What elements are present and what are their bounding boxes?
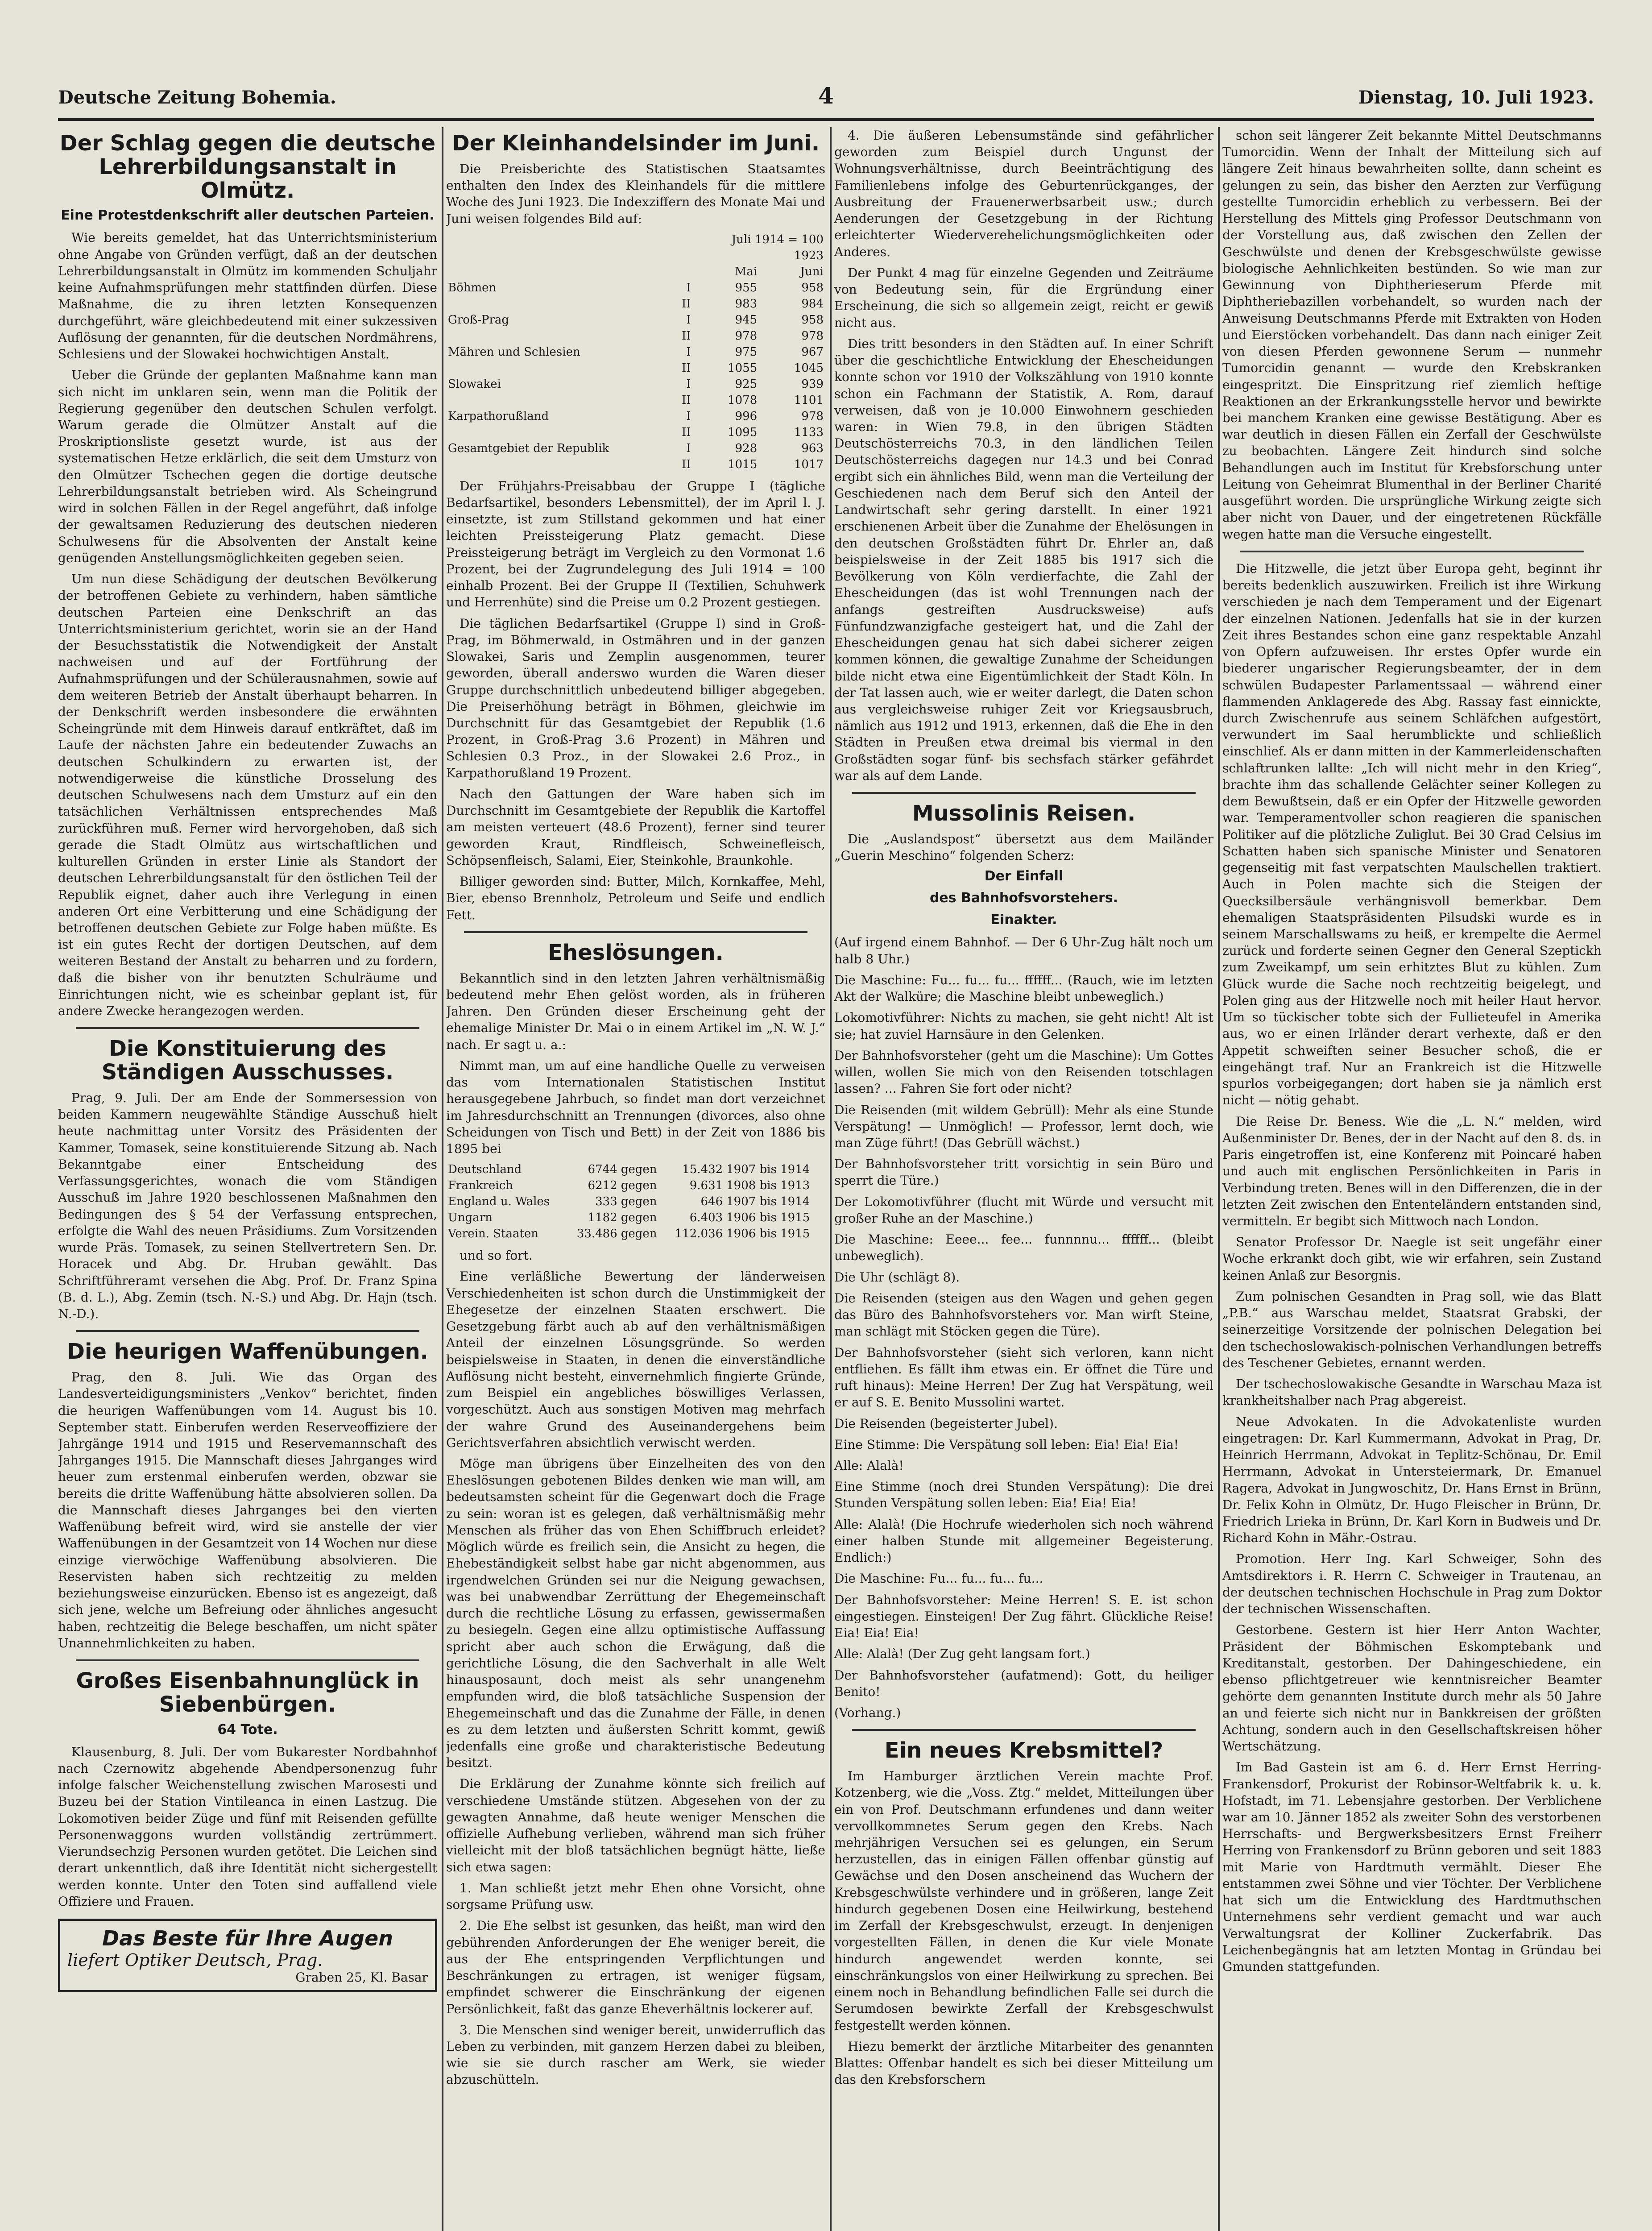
table-cell: gegen bbox=[621, 1179, 657, 1193]
column-1 bbox=[58, 127, 437, 2231]
table-cell: 1133 bbox=[794, 425, 824, 439]
article-paragraph: Klausenburg, 8. Juli. Der vom Bukarester Nordbahnhof nach Czernowitz abgehende Abendpersonenzug fuhr infolge falscher Weichenstellung zwischen Marosesti und Buzeu bei der Station Vintileanca in einen Lastzug. Die Lokomotiven beider Züge und fünf mit Reisenden gefüllte Personenwaggons wurden vollständig zertrümmert. Vierundsechzig Personen wurden getötet. Die Leichen sind derart unkenntlich, daß ihre Identität nicht sichergestellt werden konnte. Unter den Toten sind auffallend viele Offiziere und Frauen. bbox=[58, 1744, 437, 1909]
divider bbox=[1240, 551, 1584, 552]
table-cell: I bbox=[686, 345, 691, 359]
article-title: Die heurigen Waffenübungen. bbox=[67, 1339, 428, 1364]
table-cell: 1015 bbox=[728, 457, 758, 471]
page-number: 4 bbox=[818, 83, 834, 109]
play-line: Der Lokomotivführer (flucht mit Würde und versucht mit großer Ruhe an der Maschine.) bbox=[834, 1194, 1213, 1226]
column-rule bbox=[1218, 127, 1220, 2231]
article-title: Der Kleinhandelsinder im Juni. bbox=[451, 131, 820, 156]
table-cell: I bbox=[686, 409, 691, 423]
article-paragraph: Promotion. Herr Ing. Karl Schweiger, Sohn des Amtsdirektors i. R. Herrn C. Schweiger in Trautenau, an der deutschen technischen Hochschule in Prag zum Doktor der technischen Wissenschaften. bbox=[1222, 1551, 1602, 1617]
article-paragraph: Zum polnischen Gesandten in Prag soll, wie das Blatt „P.B.“ aus Warschau meldet, Staatsrat Grabski, der seinerzeitige Vorsitzende der polnischen Delegation bei den tschechoslowakisch-polnischen Verhandlungen betreffs des Teschener Gebietes, ernannt werden. bbox=[1222, 1289, 1602, 1370]
play-line: (Auf irgend einem Bahnhof. — Der 6 Uhr-Zug hält noch um halb 8 Uhr.) bbox=[834, 935, 1213, 966]
table-cell: 1906 bis 1915 bbox=[726, 1227, 810, 1241]
article-paragraph: Prag, 9. Juli. Der am Ende der Sommersession von beiden Kammern neugewählte Ständige Ausschuß hielt heute nachmittag unter Vorsitz des Präsidenten der Kammer, Tomasek, seine konstituierende Sitzung ab. Nach Bekanntgabe einer Entscheidung des Verfassungsgerichtes, wonach die vom Ständigen Ausschuß im Jahre 1920 beschlossenen Maßnahmen den Bedingungen des § 54 der Verfassung entsprechen, erfolgte die Wahl des neuen Präsidiums. Zum Vorsitzenden wurde Präs. Tomasek, zu seinen Stellvertretern Sen. Dr. Horacek und Abg. Dr. Hruban gewählt. Das Schriftführeramt versehen die Abg. Prof. Dr. Franz Spina (B. d. L.), Abg. Zemin (tsch. N.-S.) und Abg. Dr. Hajn (tsch. N.-D.). bbox=[58, 1091, 437, 1322]
article-paragraph: Die Preisberichte des Statistischen Staatsamtes enthalten den Index des Kleinhandels für die mittlere Woche des Juni 1923. Die Indexziffern des Monate Mai und Juni weisen folgendes Bild auf: bbox=[446, 161, 825, 226]
table-row bbox=[446, 1161, 825, 1178]
article-title: Die Konstituierung des Ständigen Ausschusses. bbox=[101, 1036, 394, 1085]
table-cell: 1055 bbox=[728, 361, 758, 375]
table-cell bbox=[446, 456, 675, 473]
article-paragraph: Möge man übrigens über Einzelheiten des von den Eheslösungen gebotenen Bildes denken wie man will, am bedeutsamsten scheint für die Gegenwart doch die Frage zu sein: woran ist es gelegen, daß verhältnismäßig mehr Menschen als früher das von Ehen Schiffbruch erleidet? Möglich würde es freilich sein, die Ansicht zu hegen, die Ehebeständigkeit selbst habe gar nicht abgenommen, aus irgendwelchen Gründen sei nur die Neigung gewachsen, was bei unabwendbar Zerrüttung der Ehegemeinschaft durch die rechtliche Lösung zu erfassen, gewissermaßen zu besiegeln. Gegen eine allzu optimistische Auffassung spricht aber auch schon die Erwägung, daß die gerichtliche Lösung, die den Sachverhalt in alle Welt hinausposaunt, doch meist als sehr unangenehm empfunden wird, die bloß tatsächliche Suspension der Ehegemeinschaft und das die Zunahme der Fälle, in denen es zu dem letzten und äußersten Schritt kommt, gewiß jedenfalls eine große und charakteristische Bedeutung besitzt. bbox=[446, 1456, 825, 1771]
table-cell: 975 bbox=[735, 345, 758, 359]
divider bbox=[464, 931, 807, 933]
column-3 bbox=[834, 127, 1213, 2231]
ad-address: Graben 25, Kl. Basar bbox=[295, 1970, 428, 1985]
table-cell: gegen bbox=[621, 1227, 657, 1241]
play-line: Die Uhr (schlägt 8). bbox=[834, 1269, 960, 1285]
table-cell: 1078 bbox=[728, 393, 758, 407]
article-title: Eheslösungen. bbox=[548, 940, 724, 965]
table-cell: 646 bbox=[700, 1195, 723, 1209]
table-cell: 33.486 bbox=[576, 1227, 617, 1241]
article-paragraph: 1. Man schließt jetzt mehr Ehen ohne Vorsicht, ohne sorgsame Prüfung usw. bbox=[446, 1880, 825, 1912]
article-lead: Bekanntlich sind in den letzten Jahren verhältnismäßig bedeutend mehr Ehen gelöst worden, als in früheren Jahren. Den Gründen dieser Erscheinung geht der ehemalige Minister Dr. Mai o in einem Artikel im „N. W. J.“ nach. Er sagt u. a.: bbox=[446, 970, 825, 1052]
article-paragraph: Gestorbene. Gestern ist hier Herr Anton Wachter, Präsident der Böhmischen Eskomptebank und Kreditanstalt, gestorben. Der Dahingeschiedene, ein ebenso pflichtgetreuer wie kenntnisreicher Beamter gehörte dem genannten Institute durch mehr als 50 Jahre an und feierte sich nicht nur in Bankkreisen der größten Achtung, sondern auch in den Gesellschaftskreisen höher Wertschätzung. bbox=[1222, 1622, 1602, 1754]
play-title: Der Einfall bbox=[984, 868, 1064, 884]
table-cell: II bbox=[681, 393, 691, 407]
article-paragraph: Der Punkt 4 mag für einzelne Gegenden und Zeiträume von Bedeutung sein, für die Ergründung einer Erscheinung, die sich so allgemein zeigt, reicht er gewiß nicht aus. bbox=[834, 265, 1213, 330]
article-paragraph: Hiezu bemerkt der ärztliche Mitarbeiter des genannten Blattes: Offenbar handelt es sich bei dieser Mitteilung um das den Krebsforschern bbox=[834, 2039, 1213, 2087]
article-paragraph: Nach den Gattungen der Ware haben sich im Durchschnitt im Gesamtgebiete der Republik die Kartoffel am meisten verteuert (48.6 Prozent), ferner sind teurer geworden Kraut, Rindfleisch, Schweinefleisch, Schöpsenfleisch, Salami, Eier, Steinkohle, Braunkohle. bbox=[446, 786, 825, 868]
table-cell bbox=[446, 424, 675, 440]
table-row bbox=[446, 1178, 825, 1194]
article-paragraph: und so fort. bbox=[460, 1248, 533, 1263]
table-column-header: Juni bbox=[800, 265, 824, 278]
article-title: Der Schlag gegen die deutsche Lehrerbildungsanstalt in Olmütz. bbox=[59, 131, 436, 203]
article-paragraph: Dies tritt besonders in den Städten auf. In einer Schrift über die geschichtliche Entwicklung der Ehescheidungen konnte schon vor 1910 der Volkszählung von 1910 konnte schon ein Fachmann der Statistik, A. Rom, darauf verweisen, daß von je 10.000 Einwohnern geschieden waren: in Wien 79.8, in den übrigen Städten Deutschösterreichs 70.3, in den ländlichen Teilen Deutschösterreichs dagegen nur 14.3 und bei Conrad ergibt sich ein ähnliches Bild, wenn man die Verteilung der Geschiedenen nach dem Beruf sich den Anteil der Landwirtschaft sehr gering darstellt. In einer 1921 erschienenen Arbeit über die Zunahme der Ehelösungen in den deutschen Großstädten führt Dr. Ehrler an, daß beispielsweise in der Zeit 1885 bis 1917 sich die Bevölkerung von Köln verdierfachte, die Zahl der Ehescheidungen (das ist wohl Trennungen nach der anfangs gestreiften Ausdrucksweise) aufs Fünfundzwanzigfache gesteigert hat, und die Zahl der Ehescheidungen genau hat sich dabei sicherer zeigen kommen können, die gewaltige Zunahme der Scheidungen bilde nicht etwa eine Eigentümlichkeit der Stadt Köln. In der Tat lassen auch, wie er weiter darlegt, die Daten schon aus vergleichsweise ruhiger Zeit vor Kriegsausbruch, nämlich aus 1912 und 1913, erkennen, daß die Ehe in den Städten in Preußen etwa dreimal bis viermal in den Großstädten sogar fünf- bis sechsfach stärker gefährdet war als auf dem Lande. bbox=[834, 336, 1213, 783]
column-rule bbox=[830, 127, 832, 2231]
table-cell: 978 bbox=[735, 329, 758, 343]
article-paragraph: Die täglichen Bedarfsartikel (Gruppe I) sind in Groß-Prag, im Böhmerwald, in Ostmähren und in der ganzen Slowakei, Saris und Zemplin ausgenommen, teurer geworden, überall anderswo wurden die Waren dieser Gruppe durchschnittlich unbedeutend billiger abgegeben. Die Preiserhöhung beträgt in Böhmen, gleichwie im Durchschnitt für das Gesamtgebiet der Republik (1.6 Prozent, in Groß-Prag 3.6 Prozent) in Mähren und Schlesien 0.3 Proz., in der Slowakei 2.6 Proz., in Karpathorußland 19 Prozent. bbox=[446, 616, 825, 780]
article-paragraph: Die Erklärung der Zunahme könnte sich freilich auf verschiedene Umstände stützen. Abgesehen von der zu gewagten Annahme, daß heute weniger Menschen die offizielle Aufhebung verlieben, während man sich früher vielleicht mit der bloß tatsächlichen begnügt hätte, ließe sich etwa sagen: bbox=[446, 1776, 825, 1874]
article-paragraph: 4. Die äußeren Lebensumstände sind gefährlicher geworden zum Beispiel durch Ungunst der Wohnungsverhältnisse, durch Beeinträchtigung des Familienlebens infolge des Geburtenrückganges, der Ausbreitung der Frauenerwerbsarbeit usw.; durch Aenderungen der Gesetzgebung in der Richtung erleichterter Wiederverehelichungsmöglichkeiten oder Anderes. bbox=[834, 128, 1213, 259]
play-line: Lokomotivführer: Nichts zu machen, sie geht nicht! Alt ist sie; hat zuviel Harnsäure in den Gelenken. bbox=[834, 1010, 1213, 1042]
article-subtitle: Eine Protestdenkschrift aller deutschen Parteien. bbox=[61, 207, 435, 224]
table-cell: 925 bbox=[735, 377, 758, 391]
table-row bbox=[446, 296, 825, 312]
article-paragraph: Der Frühjahrs-Preisabbau der Gruppe I (tägliche Bedarfsartikel, besonders Lebensmittel), der im April l. J. einsetzte, ist zum Stillstand gekommen und hat einer leichten Preissteigerung Platz gemacht. Diese Preissteigerung beträgt im Vergleich zu den Vormonat 1.6 Prozent, bei der Zugrundelegung des Juli 1914 = 100 einhalb Prozent. Bei der Gruppe II (Textilien, Schuhwerk und Herrenhüte) sind die Preise um 0.2 Prozent gestiegen. bbox=[446, 478, 825, 610]
play-line: Alle: Alalà! (Die Hochrufe wiederholen sich noch während einer halben Stunde mit allgemeiner Begeisterung. Endlich:) bbox=[834, 1517, 1213, 1565]
column-4 bbox=[1222, 127, 1602, 2231]
play-line: Die Maschine: Eeee... fee... funnnnu... ffffff... (bleibt unbeweglich). bbox=[834, 1232, 1213, 1264]
table-cell: II bbox=[681, 297, 691, 311]
table-cell bbox=[446, 360, 675, 376]
play-line: Alle: Alalà! bbox=[834, 1458, 904, 1473]
ad-company: liefert Optiker Deutsch, Prag. bbox=[67, 1950, 323, 1970]
table-cell: Böhmen bbox=[448, 281, 497, 294]
article-paragraph: Billiger geworden sind: Butter, Milch, Kornkaffee, Mehl, Bier, ebenso Brennholz, Petroleum und Seife und endlich Fett. bbox=[446, 874, 825, 922]
newspaper-name: Deutsche Zeitung Bohemia. bbox=[58, 87, 336, 108]
table-cell: I bbox=[686, 313, 691, 327]
table-cell: Slowakei bbox=[448, 377, 501, 391]
table-cell: I bbox=[686, 377, 691, 391]
table-cell: 15.432 bbox=[682, 1163, 723, 1177]
table-cell: 978 bbox=[801, 409, 824, 423]
article-paragraph: Neue Advokaten. In die Advokatenliste wurden eingetragen: Dr. Karl Kummermann, Advokat in Prag, Dr. Heinrich Herrmann, Advokat in Teplitz-Schönau, Dr. Emil Herrmann, Advokat in Untersteiermark, Dr. Emanuel Ragera, Advokat in Jungwoschitz, Dr. Hans Ernst in Brünn, Dr. Felix Kohn in Olmütz, Dr. Hugo Fleischer in Brünn, Dr. Friedrich Lrieka in Brünn, Dr. Karl Korn in Budweis und Dr. Richard Kohn in Mähr.-Ostrau. bbox=[1222, 1414, 1602, 1546]
table-cell: 1182 bbox=[588, 1211, 617, 1225]
table-cell: 1017 bbox=[794, 457, 824, 471]
table-row bbox=[446, 376, 825, 392]
table-cell: Mähren und Schlesien bbox=[448, 345, 580, 359]
play-line: Der Bahnhofsvorsteher (geht um die Maschine): Um Gottes willen, wollen Sie mich von den Reisenden totschlagen lassen? ... Fahren Sie fort oder nicht? bbox=[834, 1048, 1213, 1096]
table-cell: 983 bbox=[735, 297, 758, 311]
article-paragraph: Ueber die Gründe der geplanten Maßnahme kann man sich nicht im unklaren sein, wenn man die Politik der Regierung gegenüber den deutschen Schulen verfolgt. Warum gerade die Olmützer Anstalt auf die Proskriptionsliste gesetzt wurde, ist aus der systematischen Hetze erklärlich, die seit dem Umsturz von den Olmützer Tschechen gegen die dortige deutsche Lehrerbildungsanstalt betrieben wird. Als Scheingrund wird in solchen Fällen in der Regel angeführt, daß infolge der gewaltsamen Reduzierung des deutschen niederen Schulwesens für die Absolventen der Anstalt keine genügenden Anstellungsmöglichkeiten gegeben seien. bbox=[58, 368, 437, 565]
page-header bbox=[58, 78, 1594, 121]
price-index-table bbox=[446, 232, 825, 473]
play-line: Der Bahnhofsvorsteher (sieht sich verloren, kann nicht entfliehen. Es fällt ihm etwas ein. Er öffnet die Türe und ruft hinaus): Meine Herren! Der Zug hat Verspätung, weil er auf S. E. Benito Mussolini wartet. bbox=[834, 1345, 1213, 1410]
table-cell: 1908 bis 1913 bbox=[726, 1179, 810, 1193]
advertisement bbox=[58, 1919, 437, 1992]
column-rule bbox=[442, 127, 443, 2231]
table-cell bbox=[446, 296, 675, 312]
table-cell: gegen bbox=[621, 1211, 657, 1225]
table-cell: 963 bbox=[801, 441, 824, 455]
article-subtitle: 64 Tote. bbox=[217, 1721, 278, 1738]
table-cell: 9.631 bbox=[689, 1179, 723, 1193]
article-paragraph: 2. Die Ehe selbst ist gesunken, das heißt, man wird den gebührenden Anforderungen der Ehe weniger bereit, die aus der Ehe entspringenden Verpflichtungen und Beschränkungen zu ertragen, ist weniger fügsam, empfindet schwerer die Einschränkung der eigenen Persönlichkeit, faßt das ganze Eheverhältnis lockerer auf. bbox=[446, 1918, 825, 2016]
table-cell: Gesamtgebiet der Republik bbox=[448, 441, 609, 455]
table-cell: 1907 bis 1914 bbox=[726, 1163, 810, 1177]
table-cell: Frankreich bbox=[448, 1179, 513, 1193]
table-cell: II bbox=[681, 329, 691, 343]
table-cell: 958 bbox=[801, 313, 824, 327]
table-row bbox=[446, 392, 825, 408]
table-cell bbox=[446, 392, 675, 408]
table-cell: 1045 bbox=[794, 361, 824, 375]
table-cell: 6744 bbox=[588, 1163, 617, 1177]
table-cell: II bbox=[681, 425, 691, 439]
table-cell: Verein. Staaten bbox=[448, 1227, 539, 1241]
table-row bbox=[446, 344, 825, 360]
article-paragraph: Die Reise Dr. Beness. Wie die „L. N.“ melden, wird Außenminister Dr. Benes, der in der Nacht auf den 8. ds. in Paris eingetroffen ist, eine Konferenz mit Poincaré haben und auch mit englischen Persönlichkeiten in Paris in Verbindung treten. Benes will in den Differenzen, die in der letzten Zeit zwischen den Ententeländern entstanden sind, vermitteln. Er begibt sich Mittwoch nach London. bbox=[1222, 1114, 1602, 1228]
article-title: Großes Eisenbahnunglück in Siebenbürgen. bbox=[76, 1668, 419, 1717]
divider bbox=[852, 1729, 1196, 1731]
table-row bbox=[446, 1194, 825, 1210]
article-title: Mussolinis Reisen. bbox=[912, 801, 1136, 826]
table-row bbox=[446, 1210, 825, 1226]
divider bbox=[76, 1330, 419, 1332]
article-paragraph: Im Bad Gastein ist am 6. d. Herr Ernst Herring-Frankensdorf, Prokurist der Robinsor-Weltfabrik k. u. k. Hofstadt, im 71. Lebensjahre gestorben. Der Verblichene war am 10. Jänner 1852 als zweiter Sohn des verstorbenen Herrschafts- und Bergwerksbesitzers Ernst Freiherr Herring von Frankensdorf zu Brünn geboren und seit 1883 mit Marie von Hardtmuth vermählt. Dieser Ehe entstammen zwei Söhne und vier Töchter. Der Verblichene hat sich um die Entwicklung des Hardtmuthschen Unternehmens sehr verdient gemacht und war auch Verwaltungsrat der Kolliner Zuckerfabrik. Das Leichenbegängnis hat am letzten Montag in Gründau bei Gmunden stattgefunden. bbox=[1222, 1760, 1602, 1974]
divider bbox=[76, 1027, 419, 1029]
column-2 bbox=[446, 127, 825, 2231]
play-line: Eine Stimme (noch drei Stunden Verspätung): Die drei Stunden Verspätung sollen leben: Eia! Eia! Eia! bbox=[834, 1479, 1213, 1511]
article-paragraph: Die Hitzwelle, die jetzt über Europa geht, beginnt ihr bereits bedenklich auszuwirken. Freilich ist ihre Wirkung verschieden je nach dem Temperament und der Eigenart der einzelnen Nationen. Jedenfalls hat sie in der kurzen Zeit ihres Bestandes schon eine ganz respektable Anzahl von Opfern aufzuweisen. Ihr erstes Opfer wurde ein biederer ungarischer Regierungsbeamter, der in dem schwülen Budapester Parlamentssaal — während einer flammenden Anklagerede des Abg. Rassay fast einnickte, durch Zwischenrufe aus seinem Schläfchen aufgestört, verwundert im Saal herumblickte und schließlich einschlief. Als er dann mitten in der Kammerleidenschaften schlaftrunken lallte: „Ich will nicht mehr in den Krieg“, brachte ihm das schallende Gelächter seiner Kollegen zu dem Bewußtsein, daß er ein Opfer der Hitzwelle geworden war. Temperamentvoller schon reagieren die spanischen Politiker auf die plötzliche Zuliglut. Bei 30 Grad Celsius im Schatten haben sich spanische Minister und Senatoren gegenseitig mit fast verpatschten Maulschellen traktiert. Auch in Polen machte sich die Steigen der Quecksilbersäule verhängnisvoll bemerkbar. Dem ehemaligen Staatspräsidenten Pilsudski wurde es in seinem Marschallswams zu heiß, er krempelte die Aermel zurück und forderte seinen Gegner den General Szeptickh zum Zweikampf, um sein erhitztes Blut zu kühlen. Zum Glück wurde die Sache noch rechtzeitig beigelegt, und Polen ging aus der Hitzwelle noch mit heiler Haut hervor. Um so tückischer tobte sich der Fullieteufel in Amerika aus, wo er einen Irländer derart verhexte, daß er den Appetit schweiften seiner Besucher schoß, die er eingehängt traf. Nur an Frankreich ist die Hitzwelle spurlos vorbeigegangen; dort haben sie ja nämlich erst nicht — nötig gehabt. bbox=[1222, 561, 1602, 1108]
play-line: Die Maschine: Fu... fu... fu... ffffff... (Rauch, wie im letzten Akt der Walküre; die Maschine bleibt unbeweglich.) bbox=[834, 972, 1213, 1004]
table-cell: 6212 bbox=[588, 1179, 617, 1193]
play-line: Die Reisenden (mit wildem Gebrüll): Mehr als eine Stunde Verspätung! — Unmöglich! — Professor, lernt doch, wie man Züge führt! (Das Gebrüll wächst.) bbox=[834, 1102, 1213, 1150]
play-line: Alle: Alalà! (Der Zug geht langsam fort.) bbox=[834, 1646, 1090, 1662]
play-text bbox=[834, 934, 1213, 1721]
table-cell: gegen bbox=[621, 1163, 657, 1177]
table-cell: Ungarn bbox=[448, 1211, 493, 1225]
play-line: Der Bahnhofsvorsteher (aufatmend): Gott, du heiliger Benito! bbox=[834, 1667, 1213, 1699]
table-cell bbox=[446, 328, 675, 344]
article-paragraph: schon seit längerer Zeit bekannte Mittel Deutschmanns Tumorcidin. Wenn der Inhalt der Mitteilung sich auf längere Zeit hinaus bewahrheiten sollte, dann scheint es gelungen zu sein, das bisher den Aerzten zur Verfügung gestellte Tumorcidin erheblich zu verbessern. Bei der Herstellung des Mittels ging Professor Deutschmann von der Vorstellung aus, daß zwischen den Zellen der Geschwülste und denen der Krebsgeschwülste gewisse biologische Aehnlichkeiten bestünden. So wie man zur Gewinnung von Diphtherieserum Pferde mit Diphtheriebazillen vorbehandelt, so wurden nach der Anweisung Deutschmanns Pferde mit Extrakten von Hoden und Eierstöcken vorbehandelt. Das dann nach einiger Zeit von diesen Pferden gewonnene Serum — nunmehr Tumorcidin genannt — wurde den Krebskranken eingespritzt. Die Einspritzung rief ziemlich heftige Reaktionen an der Erkrankungsstelle hervor und bewirkte bei manchem Kranken eine gewisse Bestätigung. Aber es war deutlich in diesen Fällen ein Zerfall der Geschwülste zu beobachten. Längere Zeit hindurch sind solche Behandlungen auch im Institut für Krebsforschung unter Leitung von Geheimrat Blumenthal in der Berliner Charité ausgeführt worden. Die ursprüngliche Wirkung zeigte sich aber nicht von Dauer, und der eingetretenen Rückfälle wegen hatte man die Versuche eingestellt. bbox=[1222, 128, 1602, 542]
table-cell: I bbox=[686, 281, 691, 294]
table-row bbox=[446, 440, 825, 456]
table-cell: 939 bbox=[801, 377, 824, 391]
article-paragraph: Im Hamburger ärztlichen Verein machte Prof. Kotzenberg, wie die „Voss. Ztg.“ meldet, Mitteilungen über ein von Prof. Deutschmann erfundenes und dann weiter vervollkommnetes Serum gegen den Krebs. Nach mehrjährigen Versuchen sei es gelungen, ein Serum herzustellen, das in einigen Fällen offenbar günstig auf Gewächse und den Dosen anscheinend das Wuchern der Krebsgeschwülste verhindere und in größeren, lange Zeit hindurch gegebenen Dosen eine Heilwirkung, bestehend im Zerfall der Krebsgeschwulst, erzeugt. In denjenigen vorgestellten Fällen, in denen die Kur viele Monate hindurch angewendet werden konnte, sei einschränkungslos von einer Heilwirkung zu sprechen. Bei einem noch in Behandlung befindlichen Falle sei durch die Serumdosen bewirkte Zerfall der Krebsgeschwulst festgestellt werden können. bbox=[834, 1769, 1213, 2033]
table-cell: II bbox=[681, 361, 691, 375]
table-cell: I bbox=[686, 441, 691, 455]
table-cell: 967 bbox=[801, 345, 824, 359]
play-line: (Vorhang.) bbox=[834, 1705, 901, 1721]
table-row bbox=[446, 1226, 825, 1242]
ad-headline: Das Beste für Ihre Augen bbox=[102, 1926, 393, 1950]
table-row bbox=[446, 424, 825, 440]
table-cell: 945 bbox=[735, 313, 758, 327]
table-heading: Juli 1914 = 100 bbox=[731, 232, 824, 246]
play-line: Die Reisenden (steigen aus den Wagen und gehen gegen das Büro des Bahnhofsvorstehers vor. Man wirft Steine, man schlägt mit Stöcken gegen die Türe). bbox=[834, 1290, 1213, 1339]
play-title: des Bahnhofsvorstehers. bbox=[929, 890, 1118, 906]
table-cell: Groß-Prag bbox=[448, 313, 509, 327]
article-paragraph: Der tschechoslowakische Gesandte in Warschau Maza ist krankheitshalber nach Prag abgereist. bbox=[1222, 1377, 1602, 1408]
table-column-header: Mai bbox=[734, 265, 758, 278]
table-cell: 928 bbox=[735, 441, 758, 455]
article-title: Ein neues Krebsmittel? bbox=[884, 1738, 1163, 1763]
table-cell: II bbox=[681, 457, 691, 471]
table-cell: 978 bbox=[801, 329, 824, 343]
article-paragraph: Um nun diese Schädigung der deutschen Bevölkerung der betroffenen Gebiete zu verhindern, haben sämtliche deutschen Parteien eine Denkschrift an das Unterrichtsministerium gerichtet, worin sie an der Hand der Besuchsstatistik die Notwendigkeit der Anstalt nachweisen und auf der Fortführung der Aufnahmsprüfungen und der Schülerausnahmen, sowie auf dem weiteren Betrieb der Anstalt überhaupt beharren. In der Denkschrift werden insbesondere die erwähnten Scheingründe mit dem Hinweis darauf entkräftet, daß im Laufe der nächsten Jahre ein bedeutender Zuwachs an deutschen Schulkindern zu erwarten ist, der notwendigerweise die künstliche Drosselung des deutschen Schulwesens nach dem Umsturz auf ein den tatsächlichen Verhältnissen entsprechendes Maß zurückführen muß. Ferner wird hervorgehoben, daß sich gerade die Stadt Olmütz aus wirtschaftlichen und kulturellen Gründen in erster Linie als Standort der deutschen Lehrerbildungsanstalt für den östlichen Teil der Republik eignet, daher auch ihre Verlegung in einen anderen Ort eine Verbitterung und eine Schädigung der betroffenen deutschen Gebiete zur Folge haben müßte. Es ist ein gutes Recht der dortigen Deutschen, auf dem weiteren Bestand der Anstalt zu beharren und zu fordern, daß die bisher von ihr benutzten Schulräume und Einrichtungen nicht, wie es scheinbar geplant ist, für andere Zwecke herangezogen werden. bbox=[58, 572, 437, 1019]
table-cell: Karpathorußland bbox=[448, 409, 549, 423]
article-paragraph: Wie bereits gemeldet, hat das Unterrichtsministerium ohne Angabe von Gründen verfügt, daß an der deutschen Lehrerbildungsanstalt in Olmütz im kommenden Schuljahr keine Aufnahmsprüfungen mehr stattfinden dürfen. Diese Maßnahme, die zu ihren letzten Konsequenzen durchgeführt, wäre gleichbedeutend mit einer sukzessiven Auflösung der genannten, für die deutschen Nordmährens, Schlesiens und der Slowakei hochwichtigen Anstalt. bbox=[58, 230, 437, 362]
play-subtitle: Einakter. bbox=[990, 912, 1057, 928]
table-heading: 1923 bbox=[794, 249, 824, 262]
table-cell: gegen bbox=[621, 1195, 657, 1209]
table-cell: Deutschland bbox=[448, 1163, 522, 1177]
table-row bbox=[446, 312, 825, 328]
play-line: Die Reisenden (begeisterter Jubel). bbox=[834, 1416, 1058, 1431]
article-paragraph: Senator Professor Dr. Naegle ist seit ungefähr einer Woche erkrankt doch gibt, wie wir erfahren, sein Zustand keinen Anlaß zur Besorgnis. bbox=[1222, 1235, 1602, 1283]
table-cell: 1095 bbox=[728, 425, 758, 439]
table-cell: 1101 bbox=[794, 393, 824, 407]
table-row bbox=[446, 280, 825, 296]
play-line: Der Bahnhofsvorsteher tritt vorsichtig in sein Büro und sperrt die Türe.) bbox=[834, 1157, 1213, 1188]
divider bbox=[76, 1659, 419, 1661]
article-paragraph: Prag, den 8. Juli. Wie das Organ des Landesverteidigungsministers „Venkov“ berichtet, finden die heurigen Waffenübungen vom 14. August bis 10. September statt. Einberufen werden Reserveoffiziere der Jahrgänge 1914 und 1915 und Reservemannschaft des Jahrganges 1915. Die Mannschaft dieses Jahrganges wird heuer zum erstenmal einberufen werden, obzwar sie bereits die dritte Waffenübung hätte absolvieren sollen. Da die Mannschaft dieses Jahrganges bei den vierten Waffenübung befreit wird, wird sie anstelle der vier Waffenübungen in der Gesamtzeit von 14 Wochen nur diese einzige vierwöchige Waffenübung absolvieren. Die Reservisten haben sich rechtzeitig zu melden beziehungsweise einzurücken. Ebenso ist es angezeigt, daß sich jene, welche um Befreiung oder ähnliches angesucht haben, rechtzeitig die Belege beschaffen, um nicht später Unannehmlichkeiten zu haben. bbox=[58, 1370, 437, 1650]
article-lead: Die „Auslandspost“ übersetzt aus dem Mailänder „Guerin Meschino“ folgenden Scherz: bbox=[834, 831, 1213, 863]
table-row bbox=[446, 408, 825, 424]
table-cell: 955 bbox=[735, 281, 758, 294]
table-cell: 1906 bis 1915 bbox=[726, 1211, 810, 1225]
table-cell: 333 bbox=[595, 1195, 617, 1209]
table-row bbox=[446, 328, 825, 344]
table-cell: 112.036 bbox=[675, 1227, 723, 1241]
divider bbox=[852, 792, 1196, 794]
article-paragraph: Nimmt man, um auf eine handliche Quelle zu verweisen das vom Internationalen Statistischen Institut herausgegebene Jahrbuch, so findet man dort verzeichnet im Jahresdurchschnitt an Trennungen (divorces, also ohne Scheidungen von Tisch und Bett) in der Zeit von 1886 bis 1895 bei bbox=[446, 1058, 825, 1156]
table-cell: 6.403 bbox=[689, 1211, 723, 1225]
issue-date: Dienstag, 10. Juli 1923. bbox=[1358, 87, 1594, 108]
play-line: Der Bahnhofsvorsteher: Meine Herren! S. E. ist schon eingestiegen. Einsteigen! Der Zug fährt. Glückliche Reise! Eia! Eia! Eia! bbox=[834, 1592, 1213, 1641]
play-line: Eine Stimme: Die Verspätung soll leben: Eia! Eia! Eia! bbox=[834, 1437, 1179, 1452]
table-row bbox=[446, 360, 825, 376]
play-line: Die Maschine: Fu... fu... fu... fu... bbox=[834, 1571, 1043, 1586]
table-cell: 996 bbox=[735, 409, 758, 423]
article-paragraph: 3. Die Menschen sind weniger bereit, unwiderruflich das Leben zu verbinden, mit ganzem Herzen dabei zu bleiben, wie sie sie durch rascher am Werk, sie wieder abzuschütteln. bbox=[446, 2022, 825, 2087]
table-cell: 958 bbox=[801, 281, 824, 294]
table-cell: 1907 bis 1914 bbox=[726, 1195, 810, 1209]
table-cell: 984 bbox=[801, 297, 824, 311]
table-cell: England u. Wales bbox=[448, 1195, 550, 1209]
article-paragraph: Eine verläßliche Bewertung der länderweisen Verschiedenheiten ist schon durch die Unstimmigkeit der Ehegesetze der einzelnen Staaten erschwert. Die Gesetzgebung färbt auch ab auf den verhältnismäßigen Anteil der einzelnen Lösungsgründe. So werden beispielsweise in Staaten, in denen die einverständliche Auflösung nicht besteht, einvernehmlich fingierte Gründe, zum Beispiel ein angebliches böswilliges Verlassen, vorgeschützt. Auch aus sonstigen Motiven mag mehrfach der wahre Grund des Auseinandergehens beim Gerichtsverfahren absichtlich verwischt werden. bbox=[446, 1269, 825, 1450]
divorce-stats-table bbox=[446, 1161, 825, 1242]
table-row bbox=[446, 456, 825, 473]
